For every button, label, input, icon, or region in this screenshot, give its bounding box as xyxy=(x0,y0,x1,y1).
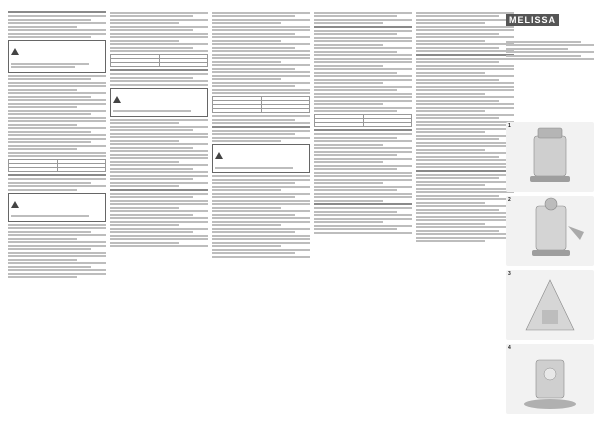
warning-icon xyxy=(215,152,223,159)
warning-icon xyxy=(11,48,19,55)
text-column-5 xyxy=(416,10,514,420)
section-heading xyxy=(416,54,514,56)
section-heading xyxy=(8,11,106,13)
brand-logo: MELISSA xyxy=(506,14,559,26)
cover-column xyxy=(506,10,594,420)
specs-table xyxy=(110,54,208,67)
illustration-number: 1 xyxy=(508,123,511,129)
text-column-4 xyxy=(314,10,412,420)
illustration-number: 3 xyxy=(508,271,511,277)
specs-table xyxy=(8,159,106,172)
text-column-3 xyxy=(212,10,310,420)
section-heading xyxy=(110,189,208,191)
section-heading xyxy=(416,170,514,172)
specs-table xyxy=(212,96,310,113)
section-heading xyxy=(314,26,412,28)
text-column-1 xyxy=(8,10,106,420)
section-heading xyxy=(110,69,208,71)
illustration-number: 2 xyxy=(508,197,511,203)
text-column-2 xyxy=(110,10,208,420)
warning-box xyxy=(8,193,106,222)
warning-icon xyxy=(11,201,19,208)
warning-box xyxy=(212,144,310,173)
warning-icon xyxy=(113,96,121,103)
section-heading xyxy=(314,129,412,131)
section-heading xyxy=(8,174,106,176)
product-illustration-4 xyxy=(506,344,594,414)
section-heading xyxy=(314,203,412,205)
specs-table xyxy=(314,114,412,127)
warning-box xyxy=(8,40,106,73)
product-illustration-2 xyxy=(506,196,594,266)
product-illustration-1 xyxy=(506,122,594,192)
illustration-number: 4 xyxy=(508,345,511,351)
section-heading xyxy=(212,126,310,128)
product-illustration-3 xyxy=(506,270,594,340)
warning-box xyxy=(110,88,208,117)
